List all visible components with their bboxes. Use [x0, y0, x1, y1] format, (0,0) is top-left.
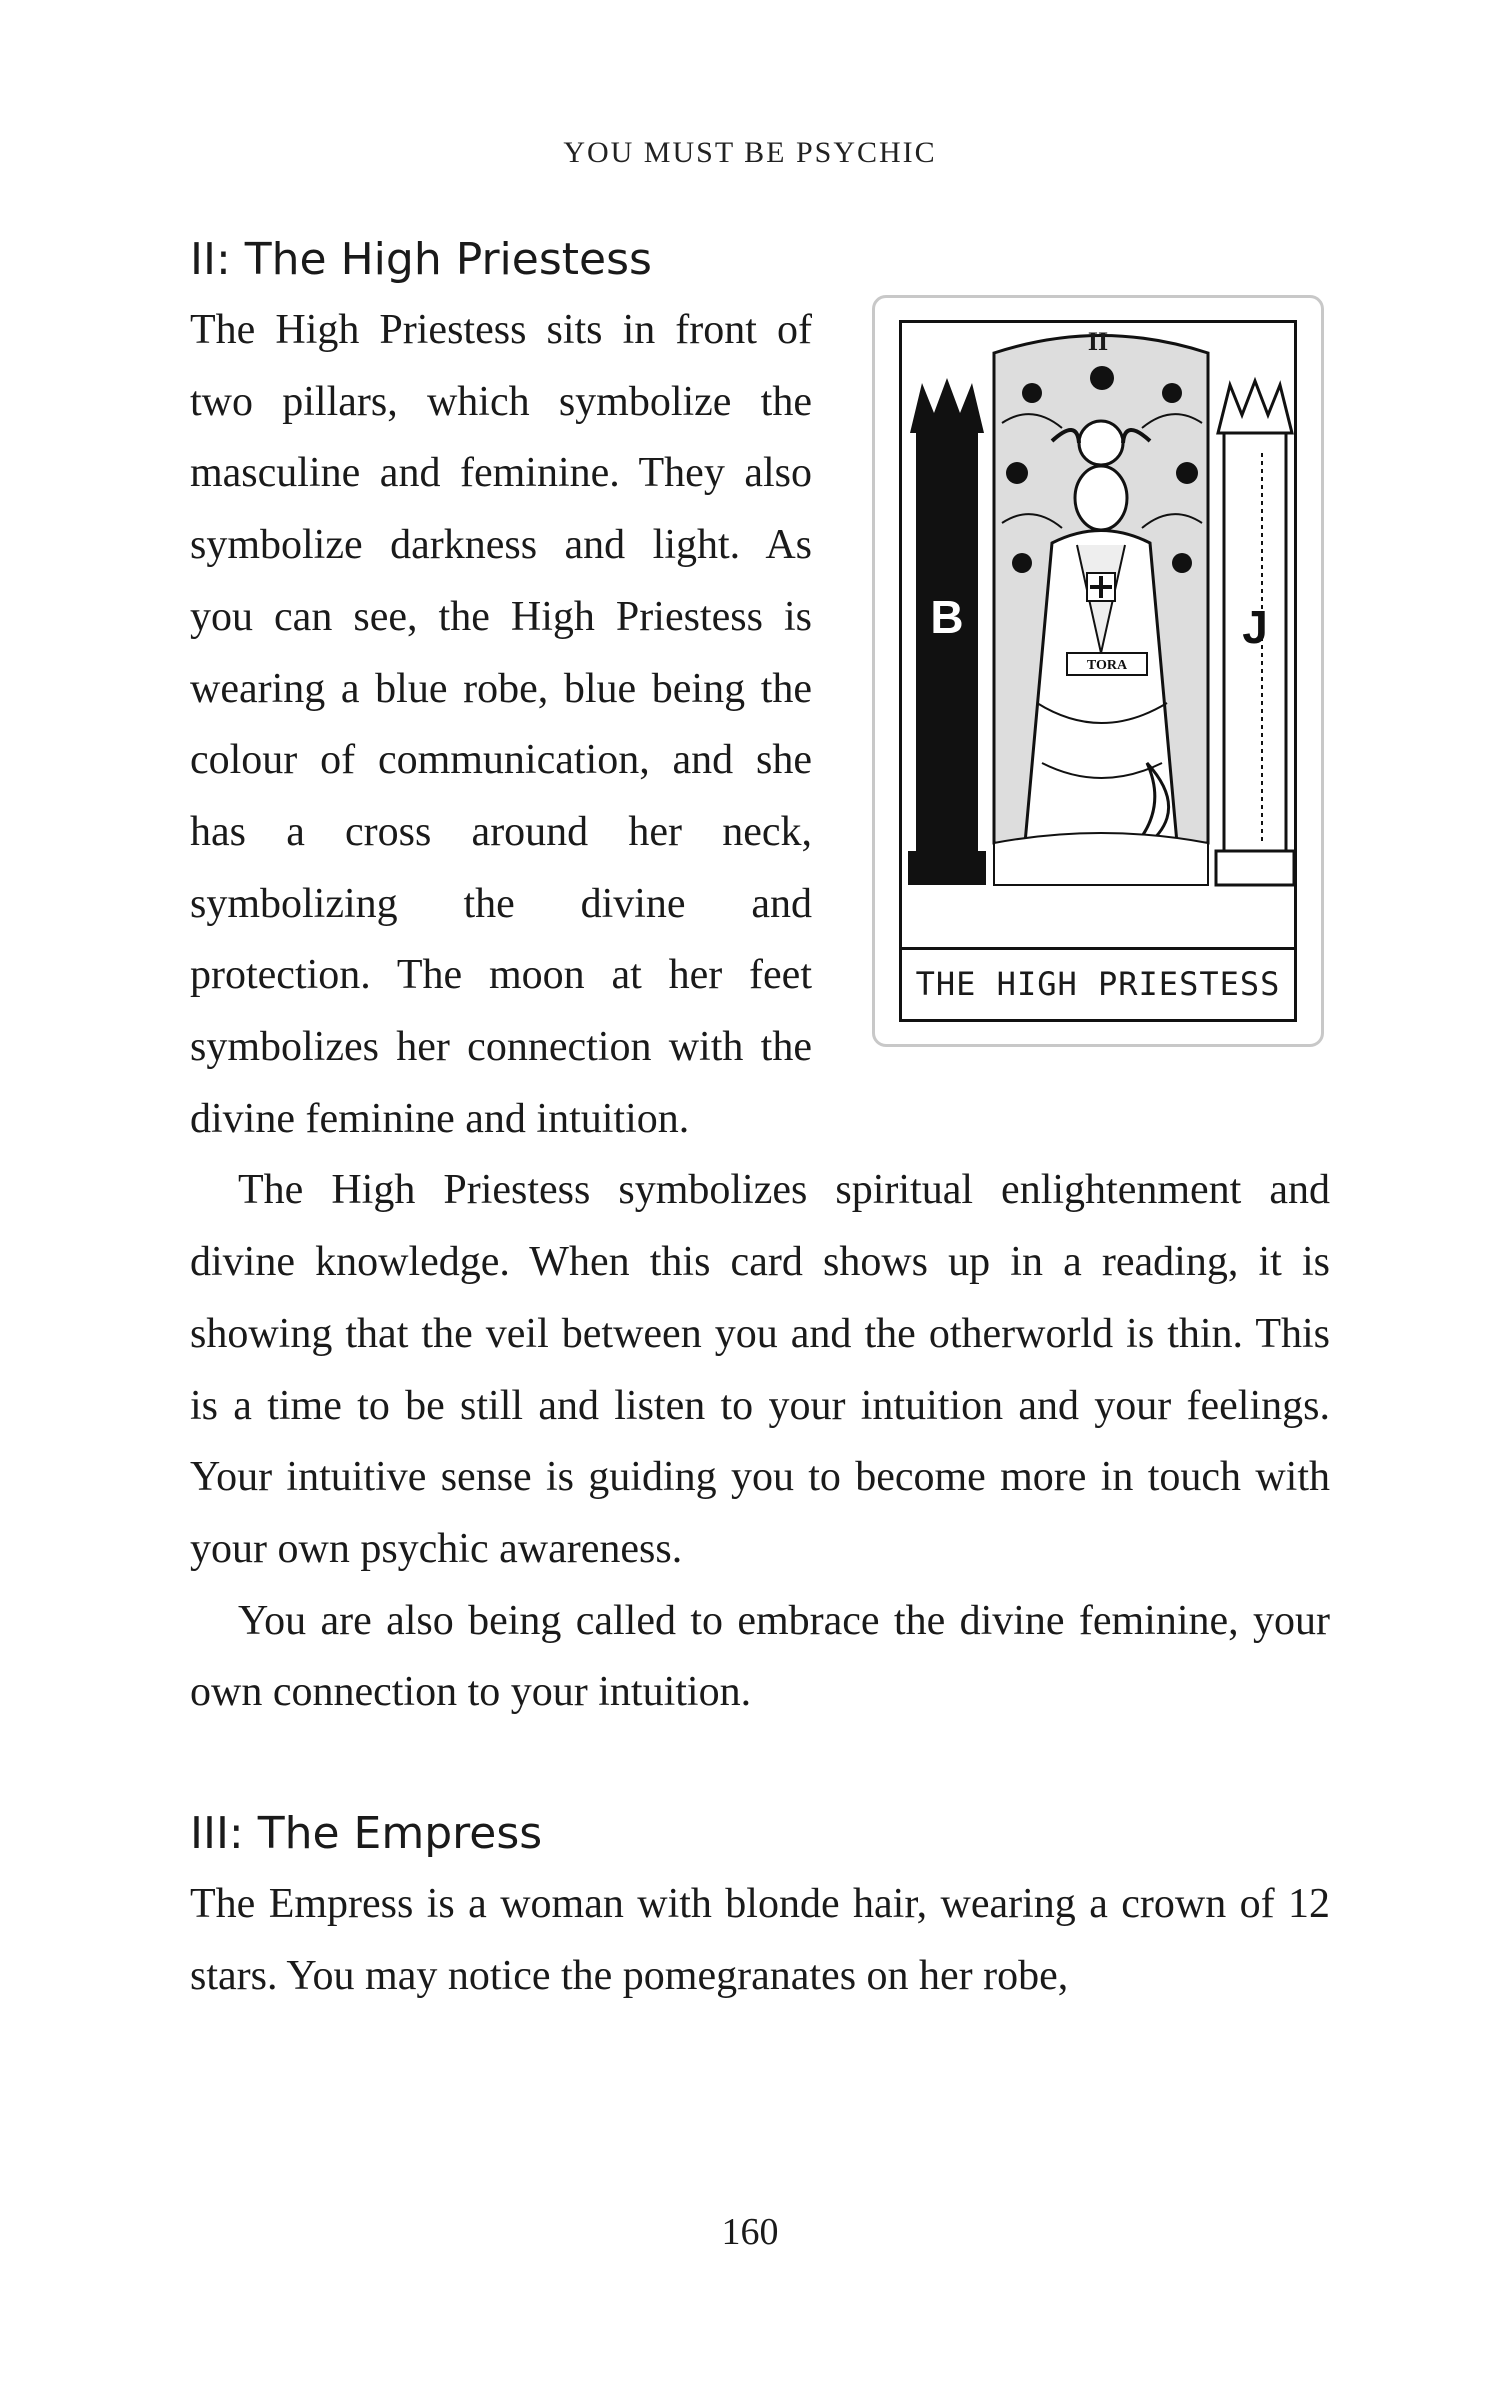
pillar-letter-left: B	[930, 591, 964, 643]
scroll-label: TORA	[1086, 658, 1128, 673]
page-number: 160	[721, 2211, 779, 2253]
page-content	[190, 225, 1330, 2012]
paragraph: The High Priestess symbolizes spiritual enlightenment and divine knowledge. When this card shows up in a reading, it is showing that the veil between you and the otherworld is thin. This is a time to be still and listen to your intuition and your feelings. Your intuitive sense is guiding you to become more in touch with your own psychic awareness.	[190, 1167, 1330, 1572]
paragraph: The High Priestess sits in front of two pillars, which symbolize the masculine and feminine. They also symbolize darkness and light. As you can see, the High Priestess is wearing a blue robe, blue being the colour of communication, and she has a cross around her neck, symbolizing the divine and protection. The moon at her feet symbolizes her connection with the divine feminine and intuition.	[190, 307, 812, 1142]
paragraph: You are also being called to embrace the divine feminine, your own connection to your intuition.	[190, 1597, 1330, 1716]
card-numeral: II	[1087, 327, 1109, 356]
section-heading-empress: III: The Empress	[190, 1808, 543, 1860]
high-priestess-illustration	[899, 320, 1297, 1022]
pillar-letter-right: J	[1242, 601, 1268, 653]
running-head: YOU MUST BE PSYCHIC	[563, 136, 937, 169]
section-heading-high-priestess: II: The High Priestess	[190, 234, 652, 285]
tarot-card-figure	[872, 295, 1330, 1055]
card-frame	[872, 295, 1324, 1047]
card-drawing	[902, 323, 1297, 958]
section-spacer	[190, 1729, 1330, 1799]
card-title: THE HIGH PRIESTESS	[902, 947, 1294, 1019]
paragraph: The Empress is a woman with blonde hair, wearing a crown of 12 stars. You may notice the pomegranates on her robe,	[190, 1881, 1330, 1999]
